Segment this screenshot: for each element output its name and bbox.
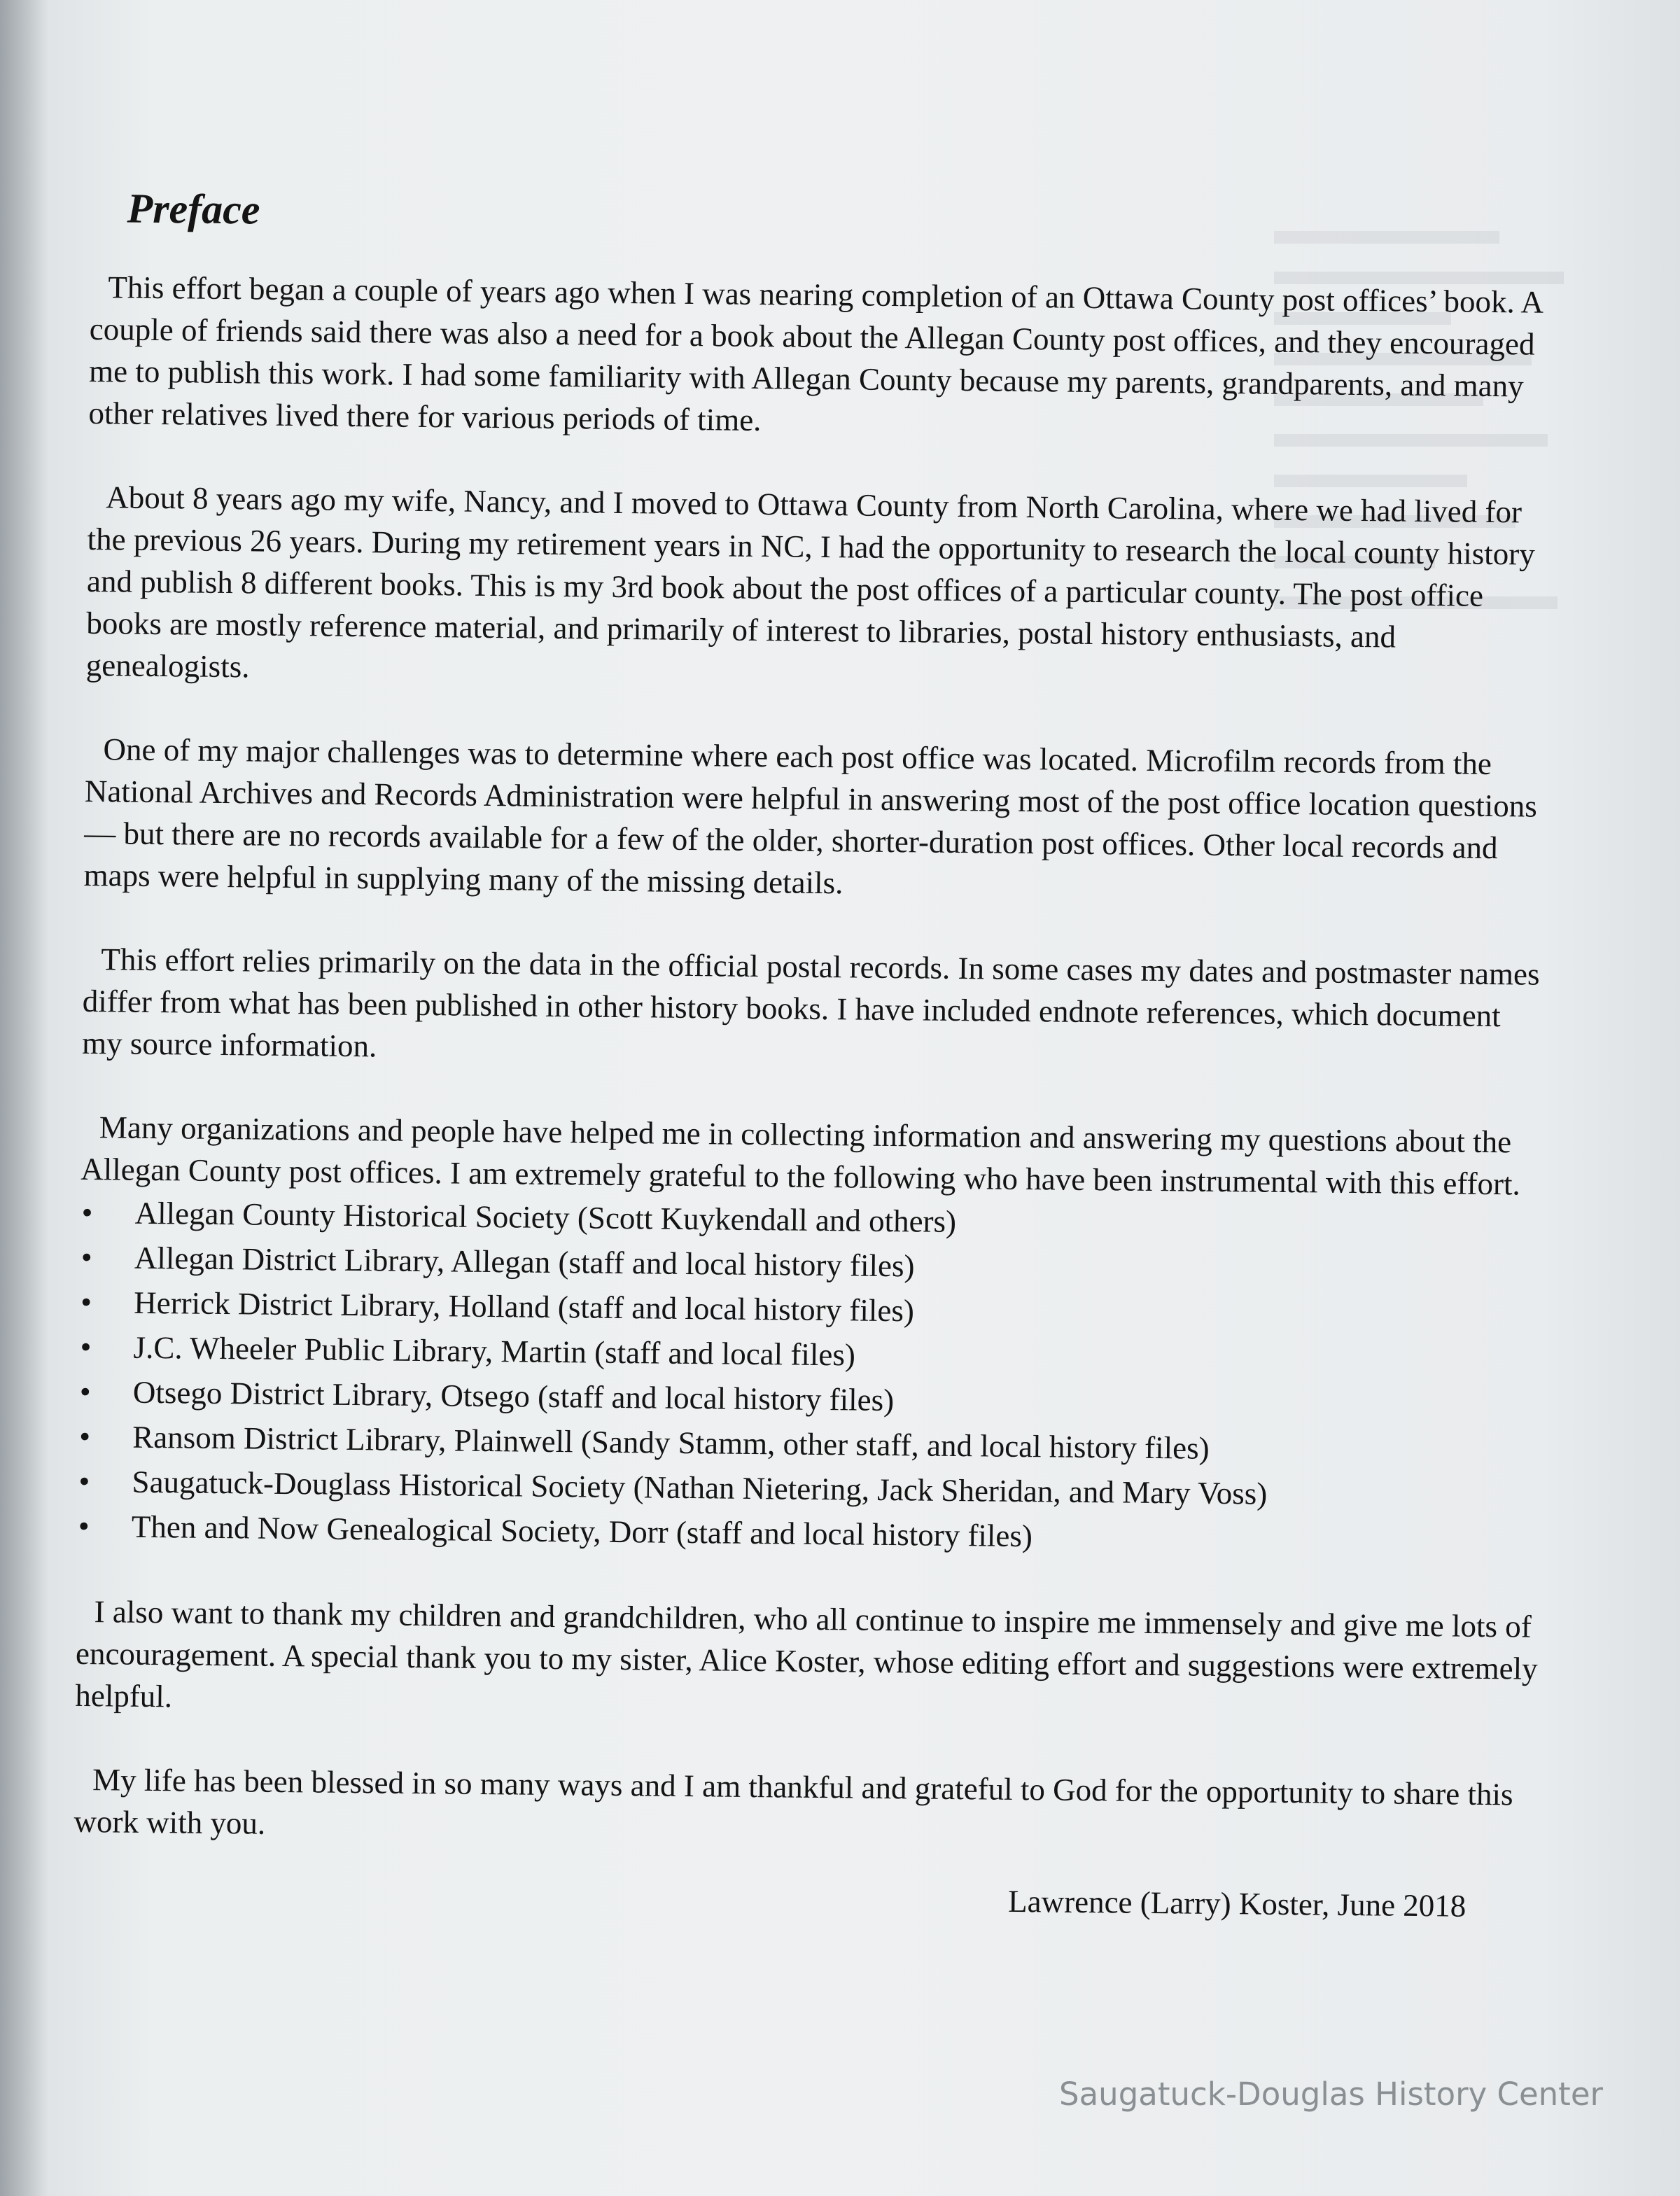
bullet-icon: • bbox=[78, 1418, 91, 1455]
organization-list bbox=[77, 1190, 1544, 1564]
paragraph-gratitude: My life has been blessed in so many ways and I am thankful and grateful to God for the opportunity to share this work with you. bbox=[74, 1762, 1513, 1841]
list-item-text: Herrick District Library, Holland (staff and local history files) bbox=[134, 1285, 915, 1329]
paragraph-origin: This effort began a couple of years ago when I was nearing completion of an Ottawa County post offices’ book. A couple of friends said there was also a need for a book about the Allegan County post offices, and they encouraged me to publish this work. I had some familiarity with Allegan County because my parents, grandparents, and many other relatives lived there for various periods of time. bbox=[88, 270, 1542, 438]
list-item-text: Ransom District Library, Plainwell (Sandy Stamm, other staff, and local history files) bbox=[132, 1419, 1210, 1466]
list-item-text: Saugatuck-Douglass Historical Society (Nathan Nietering, Jack Sheridan, and Mary Voss) bbox=[132, 1464, 1268, 1511]
bullet-icon: • bbox=[78, 1508, 90, 1544]
list-item-text: J.C. Wheeler Public Library, Martin (staff and local files) bbox=[133, 1329, 856, 1373]
watermark: Saugatuck-Douglas History Center bbox=[1059, 2076, 1603, 2113]
paragraph-acknowledgements: Many organizations and people have helped me in collecting information and answering my questions about the Allegan County post offices. I am extremely grateful to the following who have been instrumental with this effort. bbox=[80, 1110, 1521, 1202]
bullet-icon: • bbox=[79, 1373, 91, 1410]
bullet-icon: • bbox=[78, 1463, 90, 1499]
list-item-text: Then and Now Genealogical Society, Dorr (staff and local history files) bbox=[131, 1509, 1033, 1554]
page-title: Preface bbox=[127, 185, 260, 233]
preface-content bbox=[73, 183, 1554, 1928]
spine-shadow bbox=[0, 0, 49, 2196]
list-item-text: Otsego District Library, Otsego (staff and local history files) bbox=[132, 1374, 895, 1418]
bullet-icon: • bbox=[80, 1284, 92, 1320]
paragraph-sources: This effort relies primarily on the data in the official postal records. In some cases my dates and postmaster names differ from what has been published in other history books. I have included endnote references, which document my source information. bbox=[81, 942, 1540, 1064]
bullet-icon: • bbox=[80, 1239, 92, 1275]
paragraph-family-thanks: I also want to thank my children and grandchildren, who all continue to inspire me immensely and give me lots of encouragement. A special thank you to my sister, Alice Koster, whose editing effort and suggestions were extremely helpful. bbox=[75, 1594, 1538, 1714]
author-signature: Lawrence (Larry) Koster, June 2018 bbox=[1007, 1883, 1466, 1924]
paragraph-background: About 8 years ago my wife, Nancy, and I moved to Ottawa County from North Carolina, where we had lived for the previous 26 years. During my retirement years in NC, I had the opportunity to research the local county history and publish 8 different books. This is my 3rd book about the post offices of a particular county. The post office books are mostly reference material, and primarily of interest to libraries, postal history enthusiasts, and genealogists. bbox=[85, 480, 1536, 685]
paragraph-challenges: One of my major challenges was to determine where each post office was located. Microfilm records from the National Archives and Records Administration were helpful in answering most of the post office location questions — but there are no records available for a few of the older, shorter-duration post offices. Other local records and maps were helpful in supplying many of the missing details. bbox=[83, 732, 1538, 901]
bullet-icon: • bbox=[81, 1194, 93, 1231]
list-item-text: Allegan District Library, Allegan (staff and local history files) bbox=[134, 1240, 915, 1284]
list-item-text: Allegan County Historical Society (Scott Kuykendall and others) bbox=[134, 1195, 957, 1240]
bullet-icon: • bbox=[80, 1329, 92, 1365]
